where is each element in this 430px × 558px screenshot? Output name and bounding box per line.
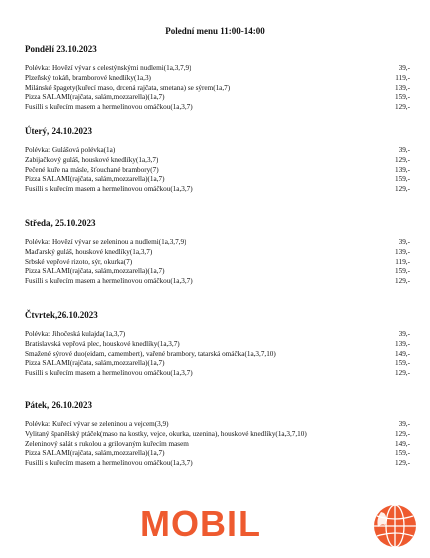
item-price: 39,-: [398, 420, 410, 428]
item-name: Pizza SALAMI(rajčata, salám,mozzarella)(1a,7): [25, 449, 165, 458]
day-section-thursday: [25, 310, 410, 379]
globe-icon: [372, 503, 418, 549]
item-name: Pečené kuře na másle, šťouchané brambory(7): [25, 165, 159, 174]
menu-item: [25, 340, 410, 350]
item-name: Fusilli s kuřecím masem a hermelínovou omáčkou(1a,3,7): [25, 369, 193, 378]
item-name: Srbské vepřové rizoto, sýr, okurka(7): [25, 257, 133, 266]
menu-item: [25, 166, 410, 176]
day-heading: Čtvrtek,26.10.2023: [25, 310, 98, 320]
menu-item: [25, 350, 410, 360]
menu-item: [25, 277, 410, 287]
item-name: Polévka: Hovězí vývar s celestýnskými nudlemi(1a,3,7,9): [25, 64, 192, 72]
item-name: Fusilli s kuřecím masem a hermelínovou omáčkou(1a,3,7): [25, 185, 193, 194]
item-price: 139,-: [395, 165, 410, 174]
item-price: 139,-: [395, 339, 410, 348]
item-price: 159,-: [395, 449, 410, 458]
menu-item: [25, 449, 410, 459]
item-price: 129,-: [395, 155, 410, 164]
item-name: Fusilli s kuřecím masem a hermelínovou omáčkou(1a,3,7): [25, 103, 193, 112]
item-name: Polévka: Jihočeská kulajda(1a,3,7): [25, 330, 126, 338]
item-price: 139,-: [395, 247, 410, 256]
item-price: 129,-: [395, 185, 410, 194]
item-name: Zabijačkový guláš, houskové knedlíky(1a,3,7): [25, 155, 159, 164]
menu-item: [25, 238, 410, 248]
day-section-monday: [25, 44, 410, 113]
day-section-friday: [25, 400, 410, 469]
item-price: 129,-: [395, 103, 410, 112]
menu-item: [25, 459, 410, 469]
item-name: Pizza SALAMI(rajčata, salám,mozzarella)(1a,7): [25, 93, 165, 102]
item-name: Plzeňský tokáň, bramborové knedlíky(1a,3): [25, 73, 151, 82]
menu-item: [25, 440, 410, 450]
item-price: 39,-: [398, 238, 410, 246]
item-price: 139,-: [395, 83, 410, 92]
day-section-tuesday: [25, 126, 410, 195]
item-name: Fusilli s kuřecím masem a hermelínovou omáčkou(1a,3,7): [25, 459, 193, 468]
item-price: 149,-: [395, 349, 410, 358]
item-price: 129,-: [395, 277, 410, 286]
menu-item: [25, 156, 410, 166]
item-name: Pizza SALAMI(rajčata, salám,mozzarella)(1a,7): [25, 359, 165, 368]
item-name: Polévka: Hovězí vývar se zeleninou a nudlemi(1a,3,7,9): [25, 238, 187, 246]
menu-item: [25, 103, 410, 113]
menu-item: [25, 175, 410, 185]
item-price: 119,-: [395, 73, 410, 82]
day-heading: Úterý, 24.10.2023: [25, 126, 92, 136]
mobil-logo: [0, 503, 430, 553]
day-heading: Pátek, 26.10.2023: [25, 400, 92, 410]
item-name: Polévka: Gulášová polévka(1a): [25, 146, 116, 154]
menu-item: [25, 64, 410, 74]
menu-item: [25, 84, 410, 94]
day-section-wednesday: [25, 218, 410, 287]
menu-item: [25, 248, 410, 258]
item-price: 159,-: [395, 175, 410, 184]
item-name: Vylitaný španělský ptáček(maso na kostky, vejce, okurka, uzenina), houskové knedlíky(1a,3,7,10): [25, 429, 307, 438]
menu-item: [25, 185, 410, 195]
item-name: Maďarský guláš, houskové knedlíky(1a,3,7): [25, 247, 153, 256]
menu-item: [25, 146, 410, 156]
item-price: 129,-: [395, 459, 410, 468]
item-name: Bratislavská vepřová plec, houskové knedlíky(1a,3,7): [25, 339, 180, 348]
page-title: Polední menu 11:00-14:00: [165, 26, 265, 36]
item-name: Milánské špagety(kuřecí maso, drcená rajčata, smetana) se sýrem(1a,7): [25, 83, 231, 92]
menu-item: [25, 93, 410, 103]
item-price: 39,-: [398, 330, 410, 338]
item-price: 129,-: [395, 369, 410, 378]
item-price: 159,-: [395, 93, 410, 102]
menu-item: [25, 420, 410, 430]
item-price: 39,-: [398, 64, 410, 72]
item-name: Fusilli s kuřecím masem a hermelínovou omáčkou(1a,3,7): [25, 277, 193, 286]
item-price: 39,-: [398, 146, 410, 154]
day-heading: Středa, 25.10.2023: [25, 218, 96, 228]
menu-item: [25, 359, 410, 369]
menu-item: [25, 430, 410, 440]
menu-item: [25, 267, 410, 277]
item-name: Pizza SALAMI(rajčata, salám,mozzarella)(1a,7): [25, 175, 165, 184]
item-price: 129,-: [395, 429, 410, 438]
item-name: Pizza SALAMI(rajčata, salám,mozzarella)(1a,7): [25, 267, 165, 276]
item-price: 119,-: [395, 257, 410, 266]
item-price: 159,-: [395, 359, 410, 368]
menu-item: [25, 369, 410, 379]
item-name: Polévka: Kuřecí vývar se zeleninou a vejcem(3,9): [25, 420, 169, 428]
menu-item: [25, 258, 410, 268]
item-price: 149,-: [395, 439, 410, 448]
menu-item: [25, 74, 410, 84]
item-name: Smažené sýrové duo(eidam, camembert), vařené brambory, tatarská omáčka(1a,3,7,10): [25, 349, 276, 358]
item-price: 159,-: [395, 267, 410, 276]
logo-text: MOBIL: [140, 503, 261, 544]
menu-item: [25, 330, 410, 340]
item-name: Zeleninový salát s rukolou a grilovaným kuřecím masem: [25, 439, 189, 448]
day-heading: Pondělí 23.10.2023: [25, 44, 97, 54]
